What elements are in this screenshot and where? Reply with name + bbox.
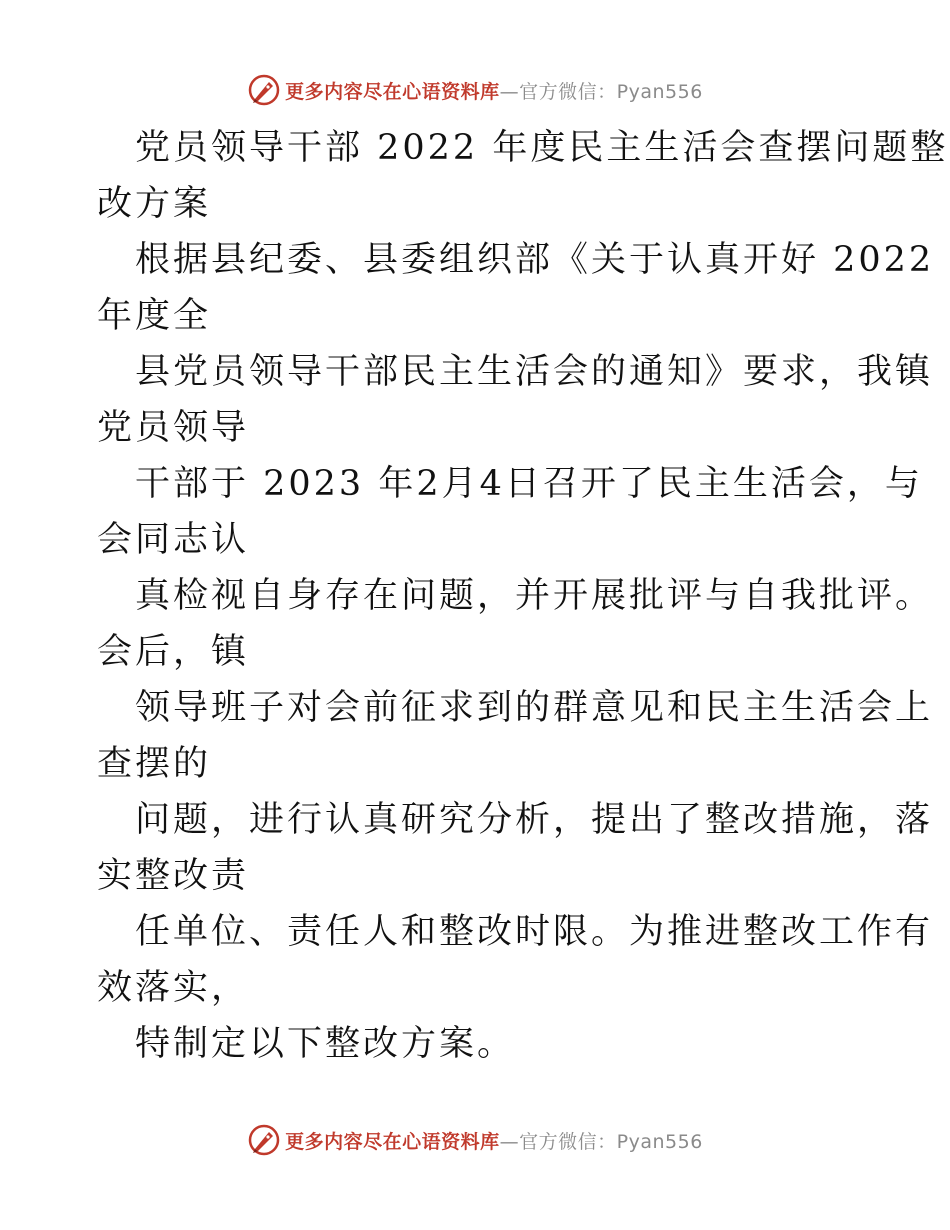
- watermark-brand-text: 更多内容尽在心语资料库: [285, 80, 500, 103]
- paragraph-line: 年度全: [97, 296, 212, 336]
- document-body: [97, 120, 949, 1072]
- paragraph-line: 特制定以下整改方案。: [135, 1024, 516, 1064]
- paragraph-line: 干部于 2023 年2月4日召开了民主生活会，与: [135, 464, 923, 504]
- paragraph-line: 县党员领导干部民主生活会的通知》要求，我镇: [135, 352, 934, 392]
- paragraph-line: 领导班子对会前征求到的群意见和民主生活会上: [135, 688, 934, 728]
- paragraph-line: 效落实，: [97, 968, 250, 1008]
- paragraph-line: 党员领导: [97, 408, 250, 448]
- pen-nib-logo-icon: [247, 1123, 281, 1157]
- pen-nib-logo-icon: [247, 73, 281, 107]
- paragraph-line: 实整改责: [97, 856, 250, 896]
- paragraph-line: 问题，进行认真研究分析，提出了整改措施，落: [135, 800, 934, 840]
- document-title-line: 改方案: [97, 184, 212, 224]
- document-title-line: 党员领导干部 2022 年度民主生活会查摆问题整: [135, 128, 949, 168]
- paragraph-line: 根据县纪委、县委组织部《关于认真开好 2022: [135, 240, 935, 280]
- watermark-wechat-text: —官方微信：Pyan556: [499, 80, 703, 103]
- watermark-wechat-text: —官方微信：Pyan556: [499, 1130, 703, 1153]
- paragraph-line: 真检视自身存在问题，并开展批评与自我批评。: [135, 576, 934, 616]
- paragraph-line: 会同志认: [97, 520, 250, 560]
- paragraph-line: 会后，镇: [97, 632, 250, 672]
- header-watermark: [0, 72, 950, 108]
- paragraph-line: 查摆的: [97, 744, 212, 784]
- footer-watermark: [0, 1122, 950, 1158]
- paragraph-line: 任单位、责任人和整改时限。为推进整改工作有: [135, 912, 934, 952]
- watermark-brand-text: 更多内容尽在心语资料库: [285, 1130, 500, 1153]
